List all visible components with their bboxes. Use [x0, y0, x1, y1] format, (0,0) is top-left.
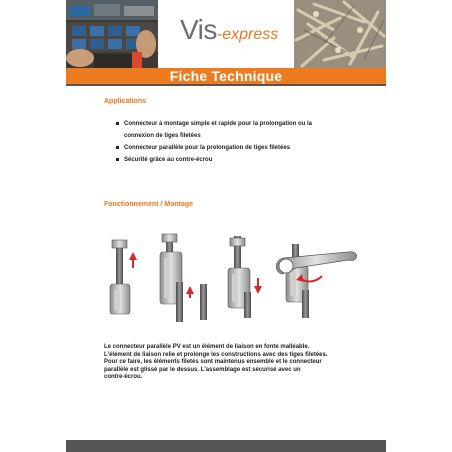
step-1-figure	[110, 240, 137, 314]
description-line: Pour ce faire, les éléments filetés sont maintenus ensemble et le connecteur	[104, 359, 322, 366]
brand-logo	[180, 14, 278, 46]
description-line: L'élément de liaison relie et prolonge les constructions avec des tiges filetées.	[104, 351, 328, 358]
fonctionnement-heading: Fonctionnement / Montage	[104, 201, 194, 208]
banner-title: Fiche Technique	[169, 68, 283, 84]
list-item-text: Sécurité grâce au contre-écrou	[124, 157, 213, 163]
description-paragraph	[104, 344, 354, 382]
title-banner	[66, 68, 386, 84]
list-item-continuation: connexion de tiges filetées	[124, 133, 201, 139]
screws-photo	[294, 0, 386, 68]
step-4-figure	[276, 244, 356, 318]
description-line: Le connecteur parallèle PV est un élément de liaison en fonte malléable.	[104, 344, 310, 350]
footer-bar	[66, 440, 386, 452]
list-item	[116, 142, 366, 154]
list-item	[116, 118, 366, 130]
step-2-figure	[160, 234, 207, 322]
list-item-text: Connecteur parallèle pour la prolongation de tiges filetées	[124, 145, 291, 151]
assembly-illustration	[96, 232, 358, 324]
bullet-square-icon	[116, 122, 119, 125]
logo-express-text: -express	[216, 26, 279, 43]
applications-heading: Applications	[104, 98, 147, 105]
list-item	[116, 154, 366, 166]
description-line: parallèle est glissé par le dessus. L'assemblage est sécurisé avec un	[104, 366, 301, 373]
document-sheet	[66, 0, 386, 452]
logo-vis-text: Vis	[180, 14, 217, 45]
banner-divider	[66, 84, 386, 86]
list-item-text: Connecteur à montage simple et rapide pour la prolongation ou la	[124, 121, 313, 127]
description-line: contre-écrou.	[104, 374, 143, 381]
bullet-square-icon	[116, 158, 119, 161]
header	[66, 0, 386, 68]
tool-tray-photo	[66, 0, 158, 68]
bullet-square-icon	[116, 146, 119, 149]
step-3-figure	[228, 236, 262, 318]
applications-list	[116, 118, 366, 166]
